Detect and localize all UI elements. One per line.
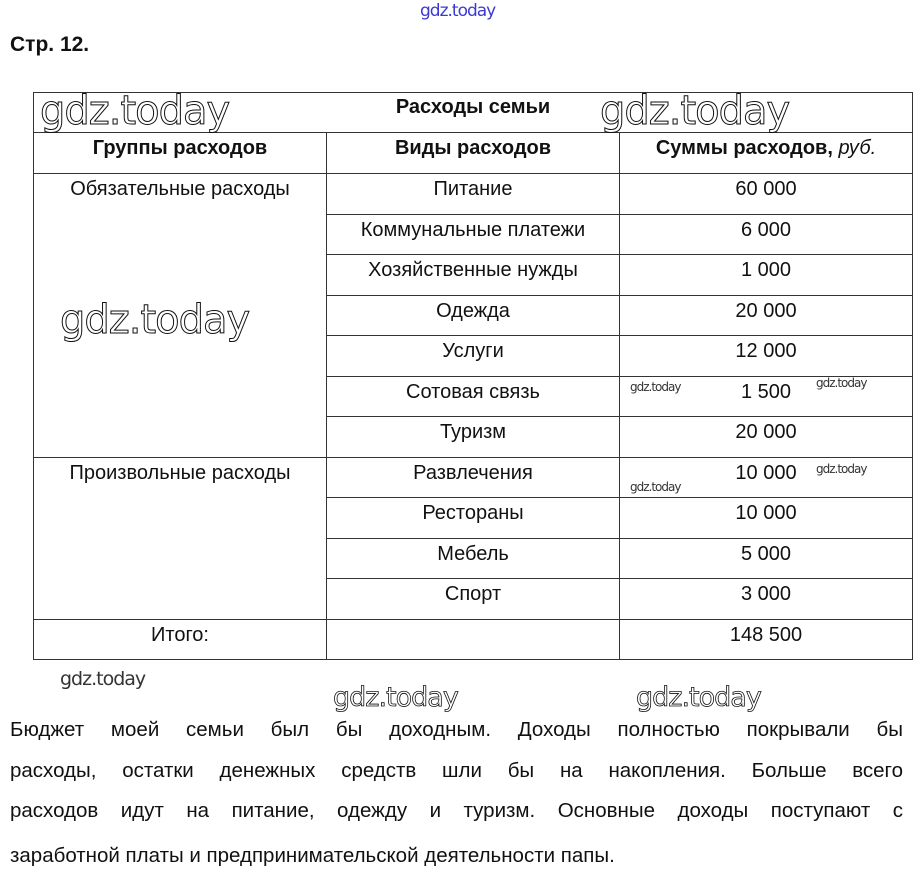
group-cell: Произвольные расходы	[33, 457, 327, 620]
header-sums	[619, 132, 913, 174]
expense-type-cell: Туризм	[326, 416, 620, 458]
paragraph-line: расходов идут на питание, одежду и туризм. Основные доходы поступают с	[10, 799, 903, 822]
expense-sum-cell: 1 500	[619, 376, 913, 418]
expense-type-cell: Сотовая связь	[326, 376, 620, 418]
expense-type-cell: Одежда	[326, 295, 620, 337]
page-title: Стр. 12.	[10, 33, 90, 56]
header-sums-label: Суммы расходов,	[655, 137, 833, 159]
watermark: gdz.today	[60, 297, 250, 343]
paragraph-line: заработной платы и предпринимательской деятельности папы.	[10, 844, 615, 867]
watermark: gdz.today	[333, 682, 458, 713]
watermark: gdz.today	[630, 480, 681, 494]
expense-sum-cell: 6 000	[619, 214, 913, 256]
watermark: gdz.today	[60, 668, 146, 690]
expense-type-cell: Коммунальные платежи	[326, 214, 620, 256]
expense-type-cell: Мебель	[326, 538, 620, 580]
expense-sum-cell: 1 000	[619, 254, 913, 296]
expense-sum-cell: 20 000	[619, 295, 913, 337]
header-sums-unit: руб.	[838, 137, 877, 159]
header-types: Виды расходов	[326, 132, 620, 174]
expense-type-cell: Хозяйственные нужды	[326, 254, 620, 296]
watermark: gdz.today	[816, 462, 867, 476]
expense-type-cell: Рестораны	[326, 497, 620, 539]
watermark: gdz.today	[600, 88, 790, 134]
expense-type-cell: Спорт	[326, 578, 620, 620]
paragraph-line: расходы, остатки денежных средств шли бы на накопления. Больше всего	[10, 759, 903, 782]
expense-sum-cell: 3 000	[619, 578, 913, 620]
total-sum-cell: 148 500	[619, 619, 913, 661]
expense-sum-cell: 10 000	[619, 457, 913, 499]
expense-type-cell: Услуги	[326, 335, 620, 377]
expense-type-cell: Развлечения	[326, 457, 620, 499]
table-caption: Расходы семьи	[33, 92, 913, 133]
expense-type-cell: Питание	[326, 173, 620, 215]
watermark: gdz.today	[636, 682, 761, 713]
expense-sum-cell: 10 000	[619, 497, 913, 539]
total-label-cell: Итого:	[33, 619, 327, 661]
total-empty-cell	[326, 619, 620, 661]
header-groups: Группы расходов	[33, 132, 327, 174]
group-cell: Обязательные расходы	[33, 173, 327, 458]
expense-sum-cell: 20 000	[619, 416, 913, 458]
paragraph-line: Бюджет моей семьи был бы доходным. Доходы полностью покрывали бы	[10, 718, 903, 741]
expense-sum-cell: 5 000	[619, 538, 913, 580]
watermark: gdz.today	[816, 376, 867, 390]
watermark: gdz.today	[420, 1, 496, 21]
expense-sum-cell: 12 000	[619, 335, 913, 377]
watermark: gdz.today	[630, 380, 681, 394]
expense-sum-cell: 60 000	[619, 173, 913, 215]
watermark: gdz.today	[40, 88, 230, 134]
